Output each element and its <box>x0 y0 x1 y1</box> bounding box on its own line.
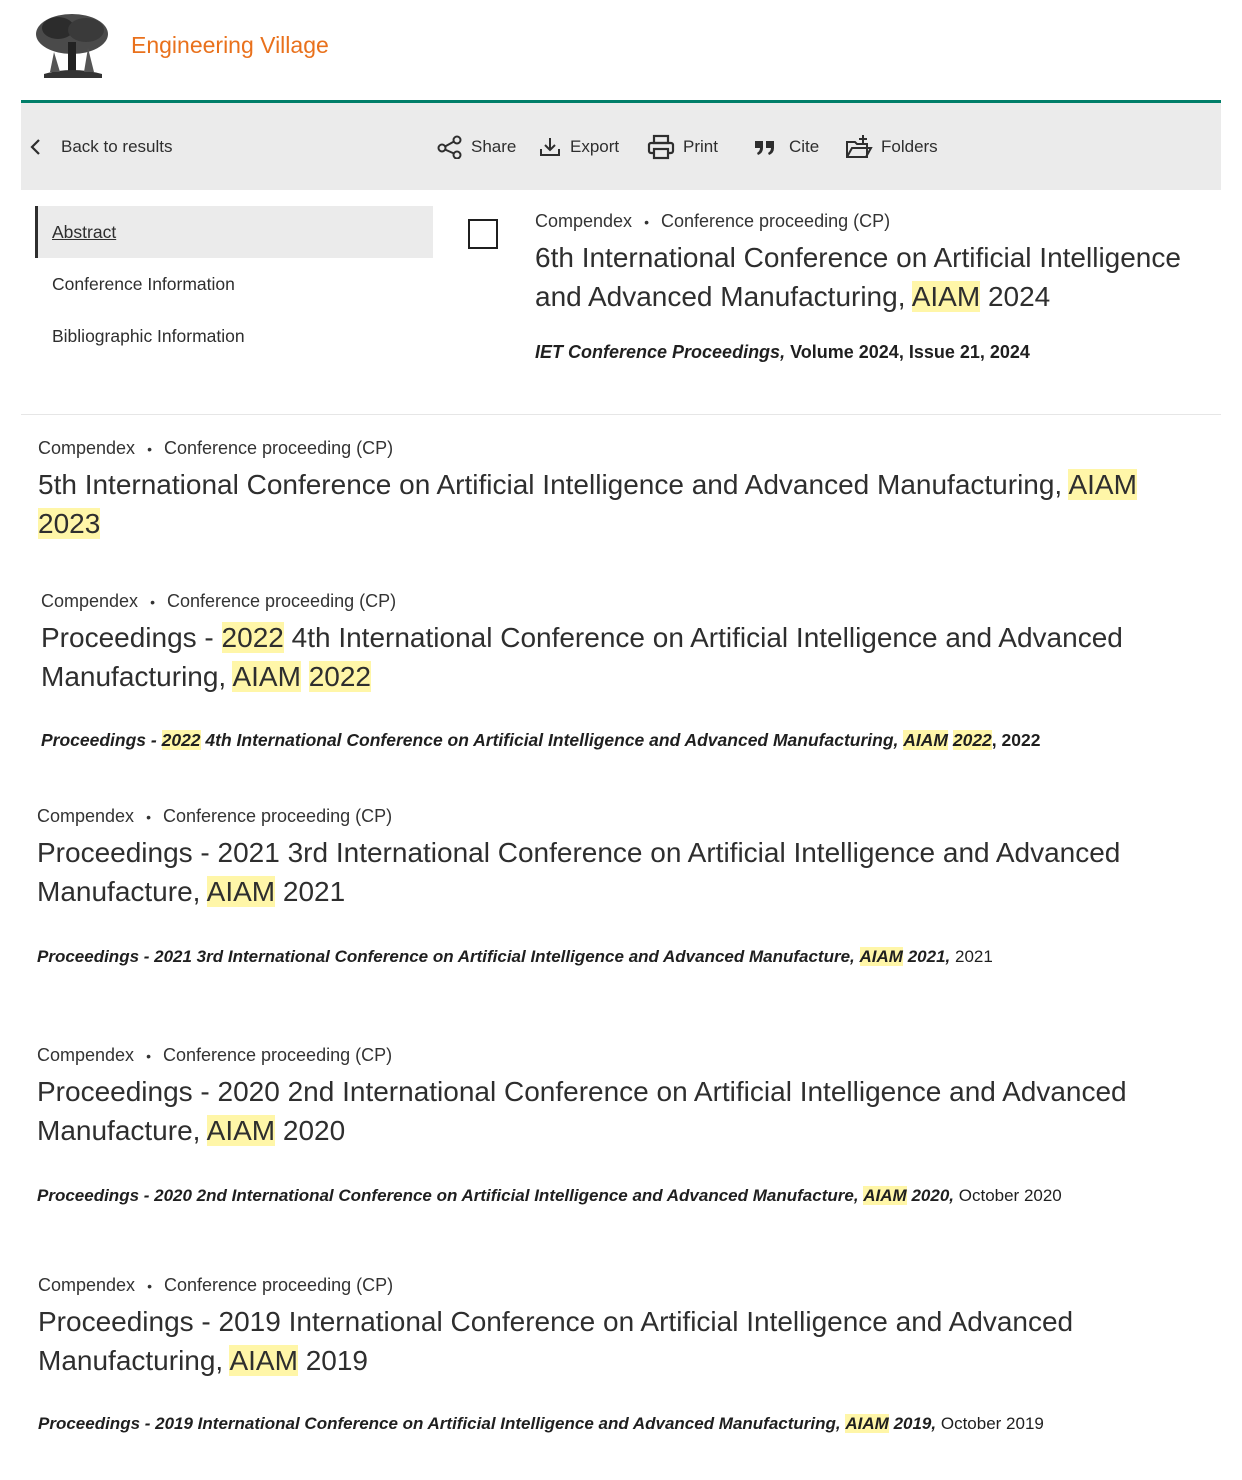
source-part: 4th International Conference on Artificial Intelligence and Advanced Manufacturing, <box>205 730 899 750</box>
cite-label: Cite <box>789 136 820 156</box>
source-highlight: AIAM <box>845 1414 889 1433</box>
title-highlight: 2023 <box>38 508 101 539</box>
record-title[interactable] <box>37 833 1222 911</box>
title-part: Proceedings - 2021 3rd International Conference on Artificial Intelligence and Advanced <box>37 837 1121 868</box>
record-title[interactable] <box>38 465 1218 543</box>
title-highlight: 2022 <box>221 622 284 653</box>
source-highlight: 2022 <box>952 730 992 750</box>
title-part: Manufacturing, <box>38 1345 224 1376</box>
record-source <box>38 1414 1223 1434</box>
section-nav <box>35 206 433 362</box>
separator-dot: • <box>146 808 151 825</box>
toolbar <box>21 103 1221 190</box>
database-label: Compendex <box>38 1275 136 1295</box>
title-part: 2024 <box>987 281 1051 312</box>
export-button[interactable] <box>538 103 619 190</box>
doctype-label: Conference proceeding (CP) <box>163 1275 394 1295</box>
source-part: Proceedings - 2020 2nd International Conference on Artificial Intelligence and Advanced Manufacture, <box>37 1186 859 1205</box>
source-part: Proceedings - <box>41 730 157 750</box>
source-title: IET Conference Proceedings, <box>535 342 786 362</box>
database-label: Compendex <box>37 1045 135 1065</box>
source-highlight: 2022 <box>161 730 201 750</box>
title-part: and Advanced Manufacturing, <box>535 281 906 312</box>
nav-bibliographic-information[interactable]: Bibliographic Information <box>52 325 245 346</box>
folders-label: Folders <box>881 136 938 156</box>
title-highlight: AIAM <box>232 661 301 692</box>
record-title[interactable] <box>38 1302 1223 1380</box>
header <box>0 0 1242 100</box>
back-to-results-button[interactable] <box>29 103 173 190</box>
separator-dot: • <box>150 593 155 610</box>
nav-abstract[interactable]: Abstract <box>35 206 433 258</box>
title-part: Manufacture, <box>37 876 201 907</box>
print-icon <box>647 134 675 160</box>
title-part: Proceedings - 2019 International Conference on Artificial Intelligence and Advanced <box>38 1306 1074 1337</box>
separator-dot: • <box>147 1277 152 1294</box>
doctype-label: Conference proceeding (CP) <box>163 438 394 458</box>
title-part: 2019 <box>305 1345 368 1376</box>
title-part: Proceedings - <box>41 622 214 653</box>
record-source <box>37 1186 1222 1206</box>
source-highlight: AIAM <box>863 1186 907 1205</box>
record-2020 <box>37 1045 1222 1206</box>
source-date: October 2019 <box>940 1414 1044 1433</box>
source-year: , 2022 <box>991 730 1041 750</box>
title-part: Proceedings - 2020 2nd International Conference on Artificial Intelligence and Advanced <box>37 1076 1127 1107</box>
record-2024 <box>535 211 1225 363</box>
title-highlight: AIAM <box>206 876 276 907</box>
title-highlight: AIAM <box>1068 469 1137 500</box>
record-title[interactable] <box>535 238 1225 316</box>
source-part: 2020, <box>911 1186 955 1205</box>
title-part: Manufacture, <box>37 1115 201 1146</box>
nav-conference-information[interactable]: Conference Information <box>52 273 235 294</box>
back-label: Back to results <box>61 136 173 156</box>
source-part: Proceedings - 2019 International Conference on Artificial Intelligence and Advanced Manufacturing, <box>38 1414 841 1433</box>
record-2021 <box>37 806 1222 967</box>
record-title[interactable] <box>41 618 1221 696</box>
title-part: Manufacturing, <box>41 661 227 692</box>
quote-icon <box>753 137 777 157</box>
source-volume: Volume 2024, Issue 21, 2024 <box>790 342 1030 362</box>
record-source <box>37 947 1222 967</box>
section-divider <box>21 414 1221 415</box>
source-date: October 2020 <box>958 1186 1062 1205</box>
share-button[interactable] <box>437 103 516 190</box>
brand-name[interactable]: Engineering Village <box>131 32 329 58</box>
doctype-label: Conference proceeding (CP) <box>166 591 397 611</box>
title-part: 4th International Conference on Artificial Intelligence and Advanced <box>291 622 1123 653</box>
record-2019 <box>38 1275 1223 1434</box>
share-icon <box>437 135 463 159</box>
title-highlight: AIAM <box>911 281 981 312</box>
export-label: Export <box>570 136 620 156</box>
folder-add-icon <box>845 134 873 160</box>
title-highlight: 2022 <box>308 661 371 692</box>
select-record-checkbox[interactable] <box>468 219 498 249</box>
source-highlight: AIAM <box>859 947 903 966</box>
record-2022 <box>41 591 1221 751</box>
database-label: Compendex <box>37 806 135 826</box>
share-label: Share <box>471 136 517 156</box>
title-part: 6th International Conference on Artificial Intelligence <box>535 242 1181 273</box>
separator-dot: • <box>147 440 152 457</box>
title-part: 2021 <box>282 876 346 907</box>
print-label: Print <box>683 136 718 156</box>
title-part: 5th International Conference on Artificial Intelligence and Advanced Manufacturing, <box>38 469 1063 500</box>
database-label: Compendex <box>38 438 136 458</box>
separator-dot: • <box>644 213 649 230</box>
print-button[interactable] <box>647 103 718 190</box>
source-part: Proceedings - 2021 3rd International Conference on Artificial Intelligence and Advanced Manufacture, <box>37 947 855 966</box>
separator-dot: • <box>146 1047 151 1064</box>
doctype-label: Conference proceeding (CP) <box>162 1045 393 1065</box>
download-icon <box>538 136 562 158</box>
folders-button[interactable] <box>845 103 938 190</box>
title-highlight: AIAM <box>206 1115 276 1146</box>
cite-button[interactable] <box>753 103 819 190</box>
elsevier-tree-logo-icon <box>34 12 112 80</box>
database-label: Compendex <box>535 211 633 231</box>
doctype-label: Conference proceeding (CP) <box>660 211 891 231</box>
database-label: Compendex <box>41 591 139 611</box>
source-part: 2021, <box>907 947 951 966</box>
doctype-label: Conference proceeding (CP) <box>162 806 393 826</box>
record-2023 <box>38 438 1218 543</box>
source-year: 2021 <box>954 947 993 966</box>
source-highlight: AIAM <box>903 730 948 750</box>
title-highlight: AIAM <box>229 1345 298 1376</box>
source-part: 2019, <box>893 1414 937 1433</box>
record-source <box>535 342 1225 363</box>
record-title[interactable] <box>37 1072 1222 1150</box>
chevron-left-icon <box>29 138 43 156</box>
title-part: 2020 <box>282 1115 346 1146</box>
record-source <box>41 730 1221 751</box>
